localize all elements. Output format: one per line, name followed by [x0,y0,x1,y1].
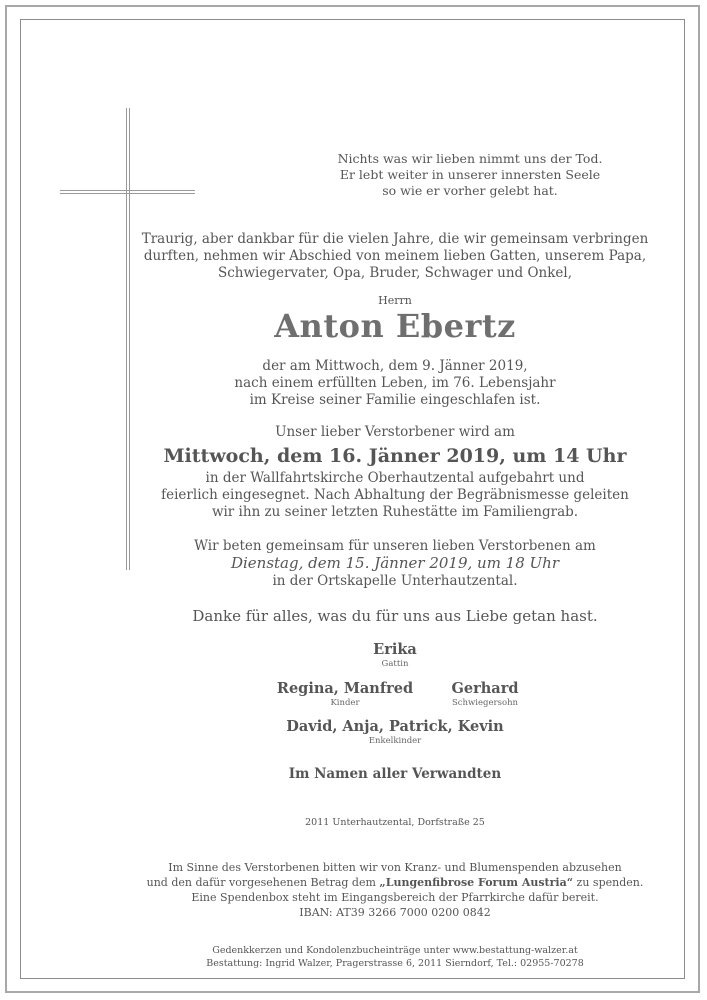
family-grandchildren-role: Enkelkinder [368,736,422,746]
deceased-name: Anton Ebertz [274,307,516,345]
donation-line-2-pre: und den dafür vorgesehenen Betrag dem [146,876,380,889]
footer-line-2: Bestattung: Ingrid Walzer, Pragerstrasse 6, 2011 Sierndorf, Tel.: 02955-70278 [206,958,584,969]
family-wife-role: Gattin [381,659,409,669]
intro-line-1: Traurig, aber dankbar für die vielen Jahre, die wir gemeinsam verbringen [141,231,649,247]
thanks-line: Danke für alles, was du für uns aus Liebe getan hast. [192,607,598,625]
donation-line-3: Eine Spendenbox steht im Eingangsbereich der Pfarrkirche dafür bereit. [191,891,599,904]
family-children-role: Kinder [330,698,360,708]
prayer-date: Dienstag, dem 15. Jänner 2019, um 18 Uhr [230,554,560,572]
motto-line-2: Er lebt weiter in unserer innersten Seele [339,167,601,182]
address: 2011 Unterhautzental, Dorfstraße 25 [305,817,485,828]
funeral-details-line-2: feierlich eingesegnet. Nach Abhaltung der Begräbnismesse geleiten [161,487,629,503]
family-grandchildren-names: David, Anja, Patrick, Kevin [286,718,504,735]
funeral-details-line-1: in der Wallfahrtskirche Oberhautzental aufgebahrt und [205,470,585,486]
prayer-intro: Wir beten gemeinsam für unseren lieben Verstorbenen am [194,538,596,554]
family-soninlaw-role: Schwiegersohn [451,698,519,708]
donation-line-2-post: zu spenden. [573,876,644,889]
cross-horizontal-icon [60,190,195,194]
donation-organization: „Lungenfibrose Forum Austria“ [379,876,574,889]
footer-line-1: Gedenkkerzen und Kondolenzbucheinträge unter www.bestattung-walzer.at [212,945,578,956]
intro-line-3: Schwiegervater, Opa, Bruder, Schwager und Onkel, [217,265,573,281]
salutation: Herrn [378,294,412,307]
donation-line-2 [100,876,690,889]
family-soninlaw-name: Gerhard [451,680,519,697]
death-info-line-3: im Kreise seiner Familie eingeschlafen ist. [249,392,541,408]
family-children-names: Regina, Manfred [276,680,414,697]
prayer-place: in der Ortskapelle Unterhautzental. [272,573,518,589]
intro-line-2: durften, nehmen wir Abschied von meinem lieben Gatten, unserem Papa, [143,248,647,264]
family-relatives: Im Namen aller Verwandten [288,766,502,782]
donation-line-1: Im Sinne des Verstorbenen bitten wir von Kranz- und Blumenspenden abzusehen [168,861,622,874]
funeral-date: Mittwoch, dem 16. Jänner 2019, um 14 Uhr [163,445,627,467]
death-info-line-1: der am Mittwoch, dem 9. Jänner 2019, [262,358,528,374]
motto-line-1: Nichts was wir lieben nimmt uns der Tod. [337,151,603,166]
donation-iban: IBAN: AT39 3266 7000 0200 0842 [299,906,491,919]
family-wife-name: Erika [373,641,417,658]
funeral-intro: Unser lieber Verstorbener wird am [275,424,515,440]
motto-line-3: so wie er vorher gelebt hat. [382,183,558,198]
death-info-line-2: nach einem erfüllten Leben, im 76. Lebensjahr [234,375,556,391]
funeral-details-line-3: wir ihn zu seiner letzten Ruhestätte im Familiengrab. [211,504,579,520]
